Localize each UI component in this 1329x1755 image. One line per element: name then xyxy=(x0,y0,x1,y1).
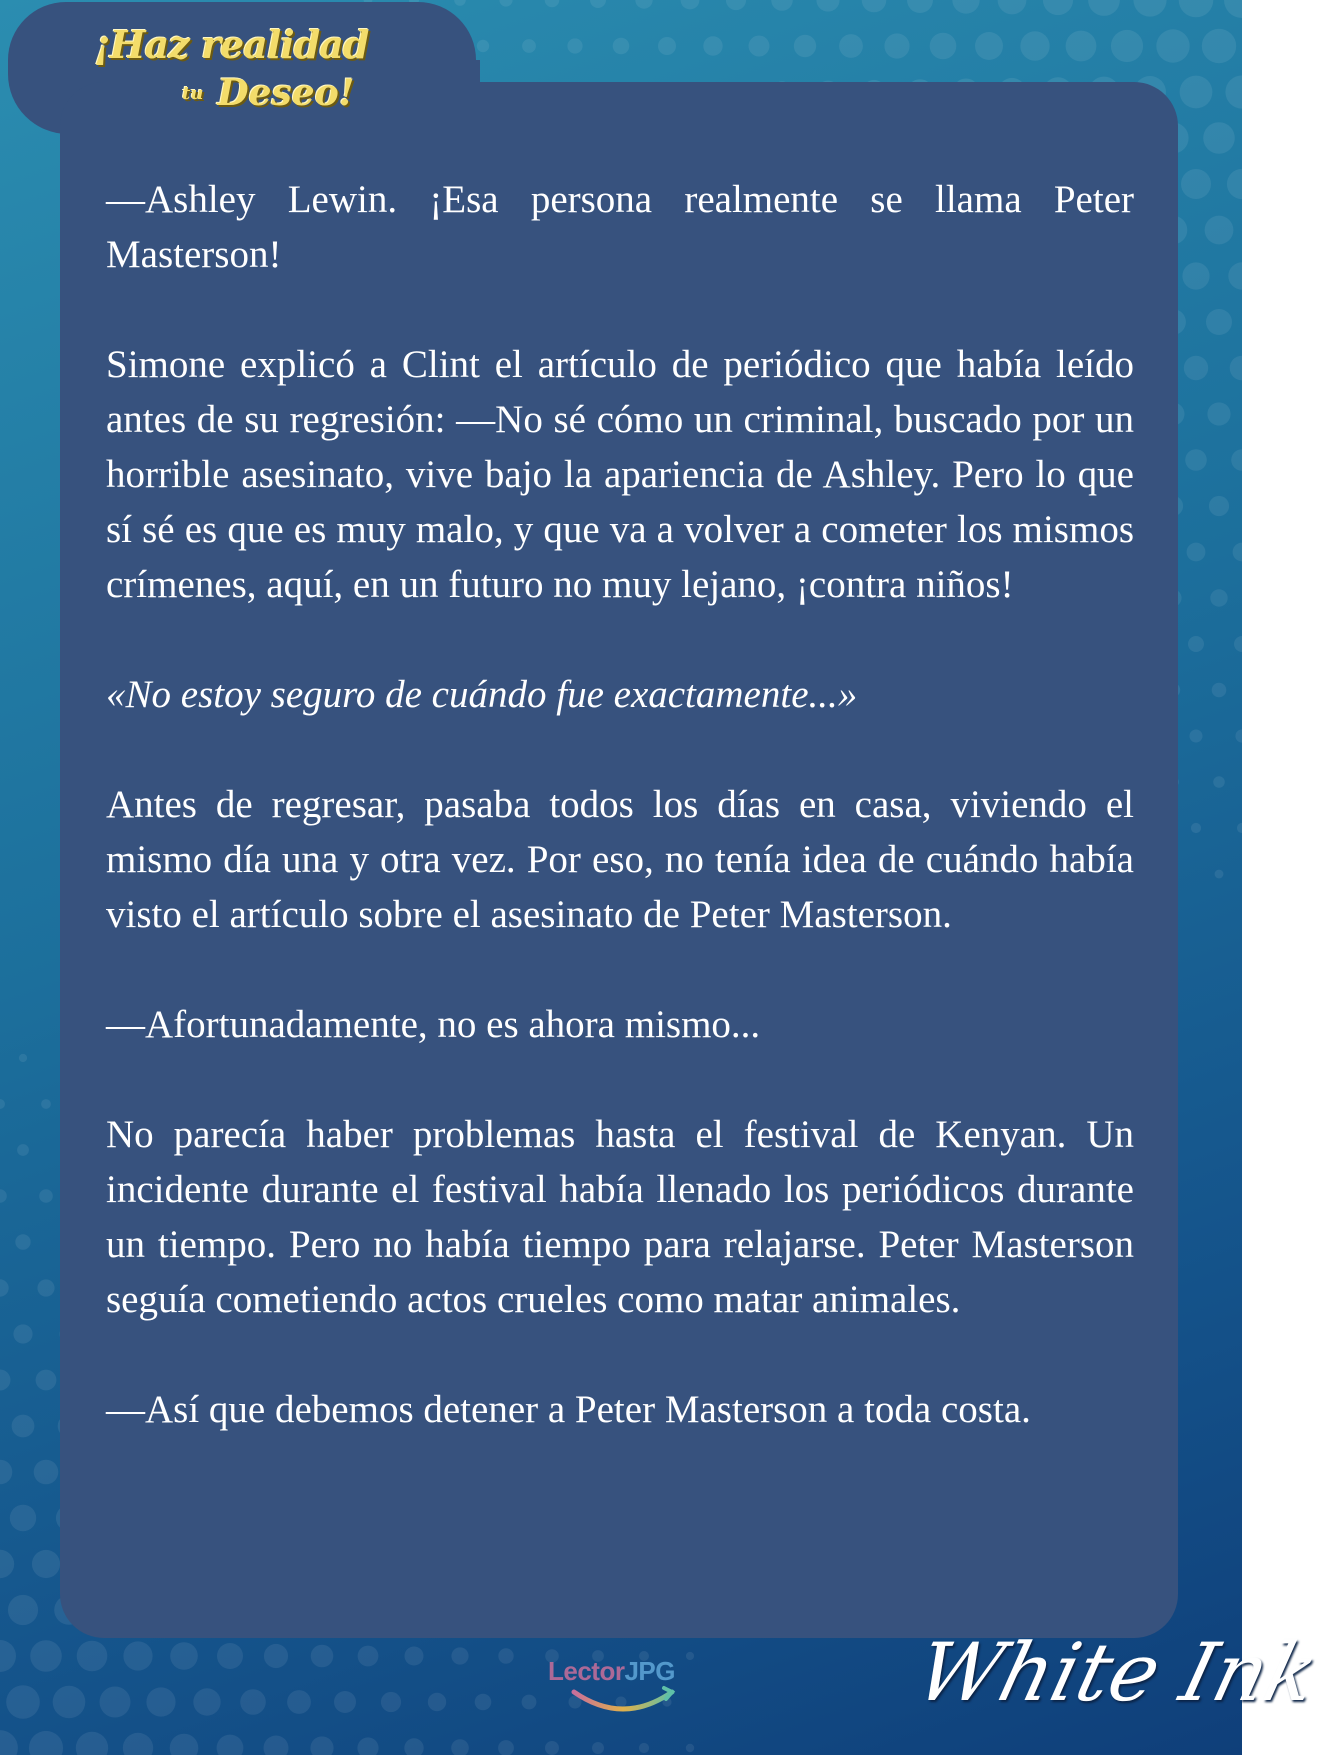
background-dot xyxy=(310,1736,333,1755)
logo-deseo: Deseo! xyxy=(217,72,355,114)
background-dot xyxy=(1259,776,1271,788)
background-dot xyxy=(1227,169,1257,199)
background-dot xyxy=(1249,122,1281,154)
background-dot xyxy=(592,1742,604,1754)
background-dot xyxy=(545,0,560,7)
background-dot xyxy=(522,39,536,53)
background-dot xyxy=(358,1646,379,1667)
paragraph: —Ashley Lewin. ¡Esa persona realmente se llama Peter Masterson! xyxy=(106,178,1134,276)
background-dot xyxy=(749,36,770,57)
paragraph: No parecía haber problemas hasta el festival de Kenyan. Un incidente durante el festival había llenado los periódicos durante un tiempo. Pero no había tiempo para relajarse. Peter Masterson seguía cometiendo actos crueles como matar animales. xyxy=(106,1113,1134,1321)
background-dot xyxy=(12,1415,35,1438)
background-dot xyxy=(0,1279,9,1296)
background-dot xyxy=(217,1735,244,1755)
background-dot xyxy=(816,0,839,12)
background-dot xyxy=(287,1690,311,1714)
background-dot xyxy=(123,1641,152,1670)
logo-line2 xyxy=(182,72,355,114)
background-dot xyxy=(13,1324,32,1343)
background-dot xyxy=(1224,0,1260,18)
logo-tu: tu xyxy=(182,83,204,104)
background-dot xyxy=(522,1695,537,1710)
story-text xyxy=(106,172,1134,1492)
background-dot xyxy=(839,34,863,58)
background-dot xyxy=(726,0,746,10)
background-dot xyxy=(590,0,606,8)
watermark-lector: Lector xyxy=(548,1656,625,1686)
background-dot xyxy=(41,1099,51,1109)
background-dot xyxy=(1248,29,1282,63)
paragraph: —Afortunadamente, no es ahora mismo... xyxy=(106,1003,761,1046)
background-dot xyxy=(1213,776,1225,788)
background-dot xyxy=(1228,262,1255,289)
paragraph: Antes de regresar, pasaba todos los días en casa, viviendo el mismo día una y otra vez. Por eso, no tenía idea de cuándo había visto el artículo sobre el asesinato de Peter Masterson. xyxy=(106,783,1134,936)
background-dot xyxy=(17,1144,29,1156)
background-dot xyxy=(32,1550,60,1578)
background-dot xyxy=(123,1733,153,1755)
background-dot xyxy=(36,1370,57,1391)
background-dot xyxy=(240,1689,266,1715)
background-dot xyxy=(146,1687,175,1716)
background-dot xyxy=(658,37,676,55)
background-dot xyxy=(1133,0,1166,17)
background-dot xyxy=(1187,543,1206,562)
background-dot xyxy=(15,1234,30,1249)
smile-icon xyxy=(568,1686,678,1720)
background-dot xyxy=(1256,589,1273,606)
background-dot xyxy=(1202,29,1236,63)
background-dot xyxy=(998,0,1027,14)
background-dot xyxy=(884,33,909,58)
background-dot xyxy=(1206,309,1232,335)
background-dot xyxy=(1111,30,1143,62)
background-dot xyxy=(37,1279,54,1296)
paragraph: —Así que debemos detener a Peter Masterson a toda costa. xyxy=(106,1388,1031,1431)
background-dot xyxy=(0,1099,5,1109)
background-dot xyxy=(907,0,933,13)
background-dot xyxy=(100,1687,131,1718)
background-dot xyxy=(0,1550,14,1578)
background-dot xyxy=(477,40,489,52)
background-dot xyxy=(1212,683,1227,698)
background-dot xyxy=(29,1731,63,1755)
logo xyxy=(88,14,388,124)
background-dot xyxy=(1181,169,1211,199)
background-dot xyxy=(1253,402,1276,425)
background-dot xyxy=(1043,0,1073,15)
background-dot xyxy=(10,1505,36,1531)
background-dot xyxy=(0,1640,16,1672)
background-dot xyxy=(1156,29,1189,62)
background-dot xyxy=(686,1744,694,1752)
background-dot xyxy=(1225,75,1258,108)
background-dot xyxy=(930,33,957,60)
background-dot xyxy=(635,0,652,9)
background-dot xyxy=(454,0,466,6)
background-dot xyxy=(1191,823,1201,833)
background-dot xyxy=(451,1739,469,1755)
background-dot xyxy=(405,1647,424,1666)
background-dot xyxy=(381,1692,401,1712)
background-dot xyxy=(1230,356,1255,381)
background-dot xyxy=(30,1640,62,1672)
background-dot xyxy=(428,1693,446,1711)
background-dot xyxy=(1237,823,1247,833)
background-dot xyxy=(1234,636,1250,652)
background-dot xyxy=(1185,449,1207,471)
background-dot xyxy=(862,0,887,12)
background-dot xyxy=(357,1737,378,1755)
background-dot xyxy=(0,1460,12,1485)
background-dot xyxy=(1066,31,1097,62)
background-dot xyxy=(794,35,816,57)
background-dot xyxy=(193,1688,220,1715)
background-dot xyxy=(77,1641,108,1672)
background-dot xyxy=(334,1691,356,1713)
background-dot xyxy=(475,1694,492,1711)
background-dot xyxy=(1251,216,1280,245)
background-dot xyxy=(404,1738,423,1755)
background-dot xyxy=(1205,216,1234,245)
logo-line1: ¡Haz realidad xyxy=(94,22,369,67)
background-dot xyxy=(264,1736,289,1755)
background-dot xyxy=(567,38,582,53)
watermark-text xyxy=(548,1656,675,1687)
background-dot xyxy=(217,1643,243,1669)
lectorjpg-watermark xyxy=(548,1656,698,1726)
thought-paragraph: «No estoy seguro de cuándo fue exactamente...» xyxy=(106,673,858,716)
background-dot xyxy=(170,1642,198,1670)
background-dot xyxy=(498,1740,514,1755)
background-dot xyxy=(170,1734,199,1755)
background-dot xyxy=(499,0,512,7)
background-dot xyxy=(39,1189,53,1203)
background-dot xyxy=(1210,589,1227,606)
background-dot xyxy=(613,38,630,55)
background-dot xyxy=(34,1460,59,1485)
background-dot xyxy=(1179,0,1214,17)
background-dot xyxy=(639,1743,649,1753)
background-dot xyxy=(1215,870,1224,879)
background-dot xyxy=(1190,730,1203,743)
background-dot xyxy=(1184,356,1208,380)
background-dot xyxy=(1235,729,1248,742)
background-dot xyxy=(0,1189,7,1203)
background-dot xyxy=(1258,683,1273,698)
background-dot xyxy=(952,0,979,14)
background-dot xyxy=(1188,636,1204,652)
background-dot xyxy=(681,0,700,9)
background-dot xyxy=(975,32,1003,60)
background-dot xyxy=(8,1595,38,1625)
background-dot xyxy=(76,1732,108,1755)
background-dot xyxy=(1182,262,1209,289)
background-dot xyxy=(1209,496,1229,516)
background-dot xyxy=(498,1648,513,1663)
background-dot xyxy=(264,1644,288,1668)
background-dot xyxy=(1180,76,1213,109)
background-dot xyxy=(1233,543,1252,562)
background-dot xyxy=(545,1741,559,1755)
background-dot xyxy=(1255,496,1275,516)
background-dot xyxy=(1231,449,1253,471)
background-dot xyxy=(771,0,793,11)
background-dot xyxy=(1088,0,1120,16)
background-dot xyxy=(1203,122,1235,154)
background-dot xyxy=(53,1686,86,1719)
background-dot xyxy=(451,1647,468,1664)
background-dot xyxy=(1252,309,1278,335)
background-dot xyxy=(311,1645,334,1668)
white-ink-signature: White Ink xyxy=(907,1626,1327,1719)
background-dot xyxy=(1020,31,1049,60)
background-dot xyxy=(6,1685,40,1719)
watermark-jpg: JPG xyxy=(624,1656,675,1686)
background-dot xyxy=(0,1370,11,1391)
background-dot xyxy=(0,1730,18,1755)
background-dot xyxy=(1207,402,1230,425)
background-dot xyxy=(19,1054,27,1062)
background-dot xyxy=(1261,870,1270,879)
paragraph: Simone explicó a Clint el artículo de periódico que había leído antes de su regresión: —No sé cómo un criminal, buscado por un horrible asesinato, vive bajo la apariencia de Ashley. Pero lo que sí sé es que es muy malo, y que va a volver a cometer los mismos crímenes, aquí, en un futuro no muy lejano, ¡contra niños! xyxy=(106,343,1134,606)
background-dot xyxy=(703,36,722,55)
